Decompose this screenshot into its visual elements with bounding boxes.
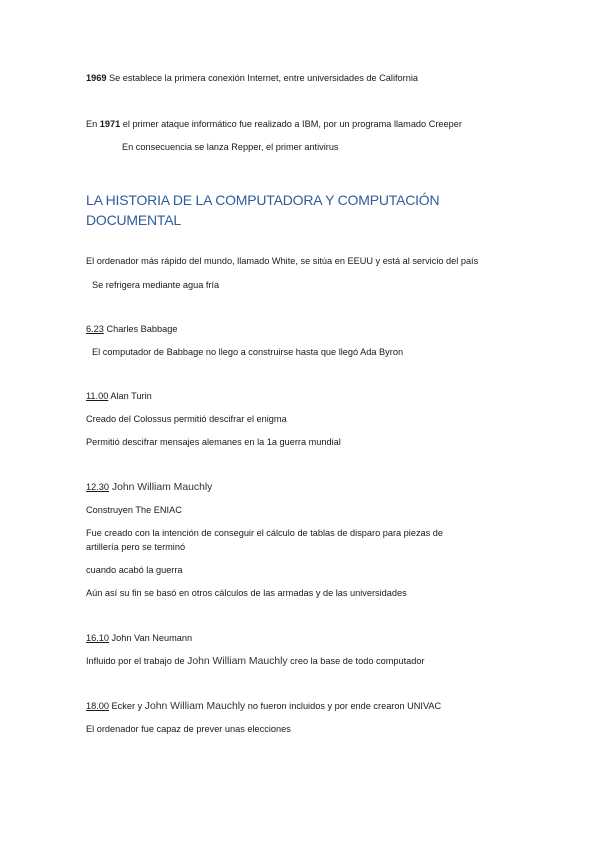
- univac-name-a: Ecker y: [109, 701, 145, 711]
- turing-line-2: Permitió descifrar mensajes alemanes en la 1a guerra mundial: [86, 437, 341, 447]
- babbage-time: 6.23: [86, 324, 104, 334]
- turing-header: [86, 390, 152, 402]
- univac-name-c: no fueron incluidos y por ende crearon UNIVAC: [245, 701, 442, 711]
- neumann-line-1-mauchly: John William Mauchly: [187, 656, 288, 667]
- mauchly-line-1: Construyen The ENIAC: [86, 505, 182, 515]
- univac-header: [86, 700, 441, 713]
- neumann-name: John Van Neumann: [109, 633, 193, 643]
- year-1969: 1969: [86, 73, 107, 83]
- neumann-time: 16.10: [86, 633, 109, 643]
- univac-time: 18.00: [86, 701, 109, 711]
- turing-time: 11.00: [86, 391, 109, 401]
- year-1971: 1971: [99, 119, 121, 129]
- mauchly-time: 12.30: [86, 482, 109, 492]
- intro-line-1969-text: Se establece la primera conexión Internet, entre universidades de California: [106, 73, 418, 83]
- neumann-line-1: [86, 655, 425, 668]
- intro-line-1971: [86, 118, 462, 130]
- univac-name-mauchly: John William Mauchly: [144, 701, 246, 712]
- mauchly-line-4: cuando acabó la guerra: [86, 565, 183, 575]
- mauchly-header: [86, 481, 212, 494]
- turing-line-1: Creado del Colossus permitió descifrar el enigma: [86, 414, 287, 424]
- babbage-line-1: El computador de Babbage no llego a construirse hasta que llegó Ada Byron: [92, 347, 404, 357]
- turing-name: Alan Turin: [108, 391, 152, 401]
- page-title: LA HISTORIA DE LA COMPUTADORA Y COMPUTACIÓN DOCUMENTAL: [86, 192, 440, 228]
- babbage-name: Charles Babbage: [103, 324, 178, 334]
- intro-line-1969: [86, 72, 418, 84]
- white-line-2: Se refrigera mediante agua fría: [92, 280, 220, 290]
- intro-line-1971-prefix: En: [86, 119, 100, 129]
- intro-line-1971-text: el primer ataque informático fue realizado a IBM, por un programa llamado Creeper: [120, 119, 462, 129]
- intro-line-antivirus: En consecuencia se lanza Repper, el primer antivirus: [122, 142, 339, 152]
- babbage-header: [86, 323, 177, 335]
- mauchly-line-5: Aún así su fin se basó en otros cálculos de las armadas y de las universidades: [86, 588, 407, 598]
- mauchly-name: John William Mauchly: [109, 482, 213, 493]
- neumann-line-1-c: creo la base de todo computador: [287, 656, 425, 666]
- mauchly-line-2: Fue creado con la intención de conseguir el cálculo de tablas de disparo para piezas de: [86, 528, 444, 538]
- mauchly-line-3: artillería pero se terminó: [86, 542, 186, 552]
- white-line-1: El ordenador más rápido del mundo, llamado White, se sitúa en EEUU y está al servicio del país: [86, 256, 479, 266]
- univac-line-1: El ordenador fue capaz de prever unas elecciones: [86, 724, 291, 734]
- neumann-line-1-a: Influido por el trabajo de: [86, 656, 188, 666]
- neumann-header: [86, 632, 192, 644]
